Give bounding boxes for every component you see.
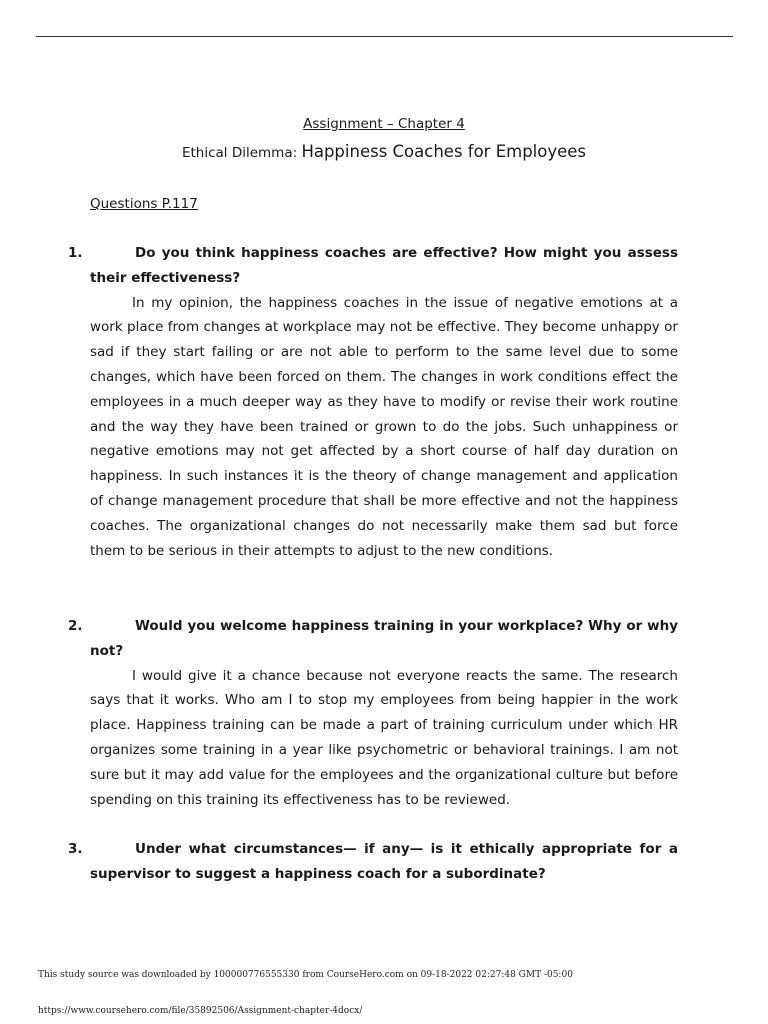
answer-text: In my opinion, the happiness coaches in the issue of negative emotions at a work place from changes at workplace may not be effective. They become unhappy or sad if they start failing or are not able to perform to the same level due to some changes, which have been forced on them. The changes in work conditions effect the employees in a much deeper way as they have to modify or revise their work routine and the way they have been trained or grown to do the jobs. Such unhappiness or negative emotions may not get affected by a short course of half day duration on happiness. In such instances it is the theory of change management and application of change management procedure that shall be more effective and not the happiness coaches. The organizational changes do not necessarily make them sad but force them to be serious in their attempts to adjust to the new conditions. <box>90 294 678 559</box>
question-text: Do you think happiness coaches are effective? How might you assess their effectiveness? <box>90 245 678 286</box>
top-rule <box>36 36 733 37</box>
question-number: 2. <box>68 618 83 634</box>
question-number: 1. <box>68 245 83 261</box>
question-item-3 <box>68 837 678 887</box>
question-number: 3. <box>68 841 83 857</box>
page-subtitle: Ethical Dilemma: Happiness Coaches for Employees <box>181 142 587 161</box>
page-title: Assignment – Chapter 4 <box>303 116 465 132</box>
download-note: This study source was downloaded by 100000776555330 from CourseHero.com on 09-18-2022 02:27:48 GMT -05:00 <box>38 970 573 980</box>
answer-text: I would give it a chance because not everyone reacts the same. The research says that it works. Who am I to stop my employees from being happier in the work place. Happiness training can be made a part of training curriculum under which HR organizes some training in a year like psychometric or behavioral trainings. I am not sure but it may add value for the employees and the organizational culture but before spending on this training its effectiveness has to be reviewed. <box>90 667 678 808</box>
question-text: Would you welcome happiness training in your workplace? Why or why not? <box>90 618 678 659</box>
questions-heading: Questions P.117 <box>90 196 198 212</box>
question-text: Under what circumstances— if any— is it ethically appropriate for a supervisor to suggest a happiness coach for a subordinate? <box>90 841 678 882</box>
question-item-1 <box>68 241 678 563</box>
source-url[interactable]: https://www.coursehero.com/file/35892506/Assignment-chapter-4docx/ <box>38 1006 363 1016</box>
question-item-2 <box>68 614 678 812</box>
